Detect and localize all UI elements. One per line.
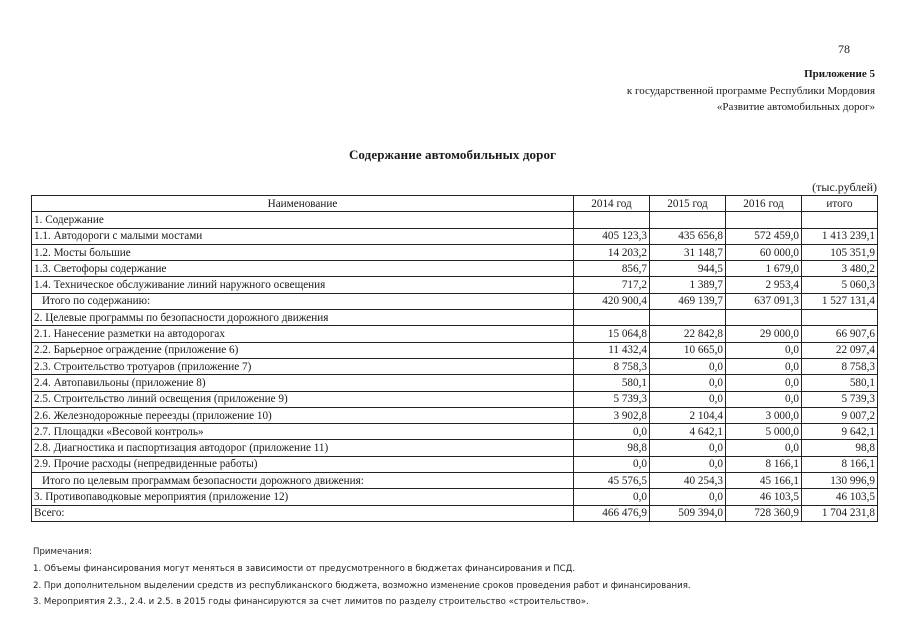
value-2016-cell: 0,0 <box>726 342 802 358</box>
value-2014-cell: 98,8 <box>574 440 650 456</box>
value-2016-cell: 45 166,1 <box>726 473 802 489</box>
total-cell: 9 642,1 <box>802 424 878 440</box>
total-cell: 66 907,6 <box>802 326 878 342</box>
total-cell: 46 103,5 <box>802 489 878 505</box>
value-2015-cell <box>650 310 726 326</box>
name-cell: 2.7. Площадки «Весовой контроль» <box>32 424 574 440</box>
name-cell: 2. Целевые программы по безопасности дорожного движения <box>32 310 574 326</box>
total-cell <box>802 310 878 326</box>
total-cell: 1 704 231,8 <box>802 505 878 521</box>
document-title: Содержание автомобильных дорог <box>348 147 557 162</box>
name-cell: 2.4. Автопавильоны (приложение 8) <box>32 375 574 391</box>
total-cell: 8 166,1 <box>802 456 878 472</box>
value-2016-cell: 2 953,4 <box>726 277 802 293</box>
value-2016-cell: 29 000,0 <box>726 326 802 342</box>
value-2015-cell: 0,0 <box>650 440 726 456</box>
value-2015-cell: 0,0 <box>650 456 726 472</box>
name-cell: 3. Противопаводковые мероприятия (приложение 12) <box>32 489 574 505</box>
table-body <box>32 212 878 522</box>
value-2016-cell: 0,0 <box>726 440 802 456</box>
table-row <box>32 326 878 342</box>
value-2015-cell <box>650 212 726 228</box>
name-cell: 1.4. Техническое обслуживание линий наружного освещения <box>32 277 574 293</box>
value-2015-cell: 10 665,0 <box>650 342 726 358</box>
page-number: 78 <box>838 42 850 56</box>
value-2014-cell: 0,0 <box>574 456 650 472</box>
value-2015-cell: 2 104,4 <box>650 407 726 423</box>
note-item: 1. Объемы финансирования могут меняться в зависимости от предусмотренного в бюджетах финансирования и ПСД. <box>33 563 576 574</box>
header-2015: 2015 год <box>650 196 726 212</box>
name-cell: 2.8. Диагностика и паспортизация автодорог (приложение 11) <box>32 440 574 456</box>
value-2015-cell: 944,5 <box>650 261 726 277</box>
value-2016-cell: 0,0 <box>726 391 802 407</box>
total-cell <box>802 212 878 228</box>
units-label: (тыс.рублей) <box>812 180 877 194</box>
total-cell: 3 480,2 <box>802 261 878 277</box>
total-cell: 1 413 239,1 <box>802 228 878 244</box>
appendix-program-name: «Развитие автомобильных дорог» <box>716 101 875 113</box>
value-2014-cell: 420 900,4 <box>574 293 650 309</box>
value-2015-cell: 0,0 <box>650 375 726 391</box>
value-2014-cell: 3 902,8 <box>574 407 650 423</box>
name-cell: 2.2. Барьерное ограждение (приложение 6) <box>32 342 574 358</box>
value-2016-cell <box>726 310 802 326</box>
value-2016-cell: 8 166,1 <box>726 456 802 472</box>
total-cell: 98,8 <box>802 440 878 456</box>
value-2016-cell: 572 459,0 <box>726 228 802 244</box>
value-2016-cell: 46 103,5 <box>726 489 802 505</box>
appendix-program: к государственной программе Республики Мордовия <box>626 84 875 97</box>
table-row <box>32 261 878 277</box>
value-2014-cell: 8 758,3 <box>574 358 650 374</box>
table-row <box>32 473 878 489</box>
table-row <box>32 342 878 358</box>
value-2016-cell: 1 679,0 <box>726 261 802 277</box>
table-row <box>32 358 878 374</box>
value-2014-cell: 405 123,3 <box>574 228 650 244</box>
value-2015-cell: 40 254,3 <box>650 473 726 489</box>
name-cell: 2.5. Строительство линий освещения (приложение 9) <box>32 391 574 407</box>
value-2014-cell: 466 476,9 <box>574 505 650 521</box>
table-row <box>32 228 878 244</box>
name-cell: 1. Содержание <box>32 212 574 228</box>
value-2015-cell: 0,0 <box>650 358 726 374</box>
value-2016-cell: 0,0 <box>726 358 802 374</box>
table-row <box>32 244 878 260</box>
value-2014-cell <box>574 212 650 228</box>
table-row <box>32 407 878 423</box>
table-row <box>32 391 878 407</box>
table-header-row <box>32 196 878 212</box>
value-2014-cell: 856,7 <box>574 261 650 277</box>
name-cell: Итого по содержанию: <box>32 293 574 309</box>
value-2015-cell: 0,0 <box>650 391 726 407</box>
table-row <box>32 310 878 326</box>
value-2014-cell: 5 739,3 <box>574 391 650 407</box>
value-2015-cell: 22 842,8 <box>650 326 726 342</box>
total-cell: 105 351,9 <box>802 244 878 260</box>
header-total: итого <box>802 196 878 212</box>
note-item: 3. Мероприятия 2.3., 2.4. и 2.5. в 2015 годы финансируются за счет лимитов по разделу строительство «строительство». <box>33 597 589 608</box>
value-2016-cell: 3 000,0 <box>726 407 802 423</box>
value-2015-cell: 469 139,7 <box>650 293 726 309</box>
table-row <box>32 505 878 521</box>
table-row <box>32 212 878 228</box>
value-2016-cell: 60 000,0 <box>726 244 802 260</box>
value-2015-cell: 509 394,0 <box>650 505 726 521</box>
name-cell: 1.3. Светофоры содержание <box>32 261 574 277</box>
note-item: 2. При дополнительном выделении средств из республиканского бюджета, возможно изменение сроков проведения работ и финансирования. <box>33 580 691 591</box>
header-2014: 2014 год <box>574 196 650 212</box>
value-2016-cell <box>726 212 802 228</box>
table-row <box>32 489 878 505</box>
table-row <box>32 375 878 391</box>
name-cell: 2.3. Строительство тротуаров (приложение 7) <box>32 358 574 374</box>
value-2014-cell: 717,2 <box>574 277 650 293</box>
value-2015-cell: 0,0 <box>650 489 726 505</box>
value-2015-cell: 31 148,7 <box>650 244 726 260</box>
value-2014-cell: 15 064,8 <box>574 326 650 342</box>
name-cell: Всего: <box>32 505 574 521</box>
total-cell: 130 996,9 <box>802 473 878 489</box>
table-row <box>32 456 878 472</box>
value-2016-cell: 637 091,3 <box>726 293 802 309</box>
value-2014-cell: 0,0 <box>574 424 650 440</box>
value-2015-cell: 4 642,1 <box>650 424 726 440</box>
value-2015-cell: 1 389,7 <box>650 277 726 293</box>
notes-heading: Примечания: <box>33 547 92 557</box>
total-cell: 9 007,2 <box>802 407 878 423</box>
name-cell: 2.6. Железнодорожные переезды (приложение 10) <box>32 407 574 423</box>
value-2016-cell: 0,0 <box>726 375 802 391</box>
value-2014-cell: 0,0 <box>574 489 650 505</box>
table-row <box>32 440 878 456</box>
header-2016: 2016 год <box>726 196 802 212</box>
value-2014-cell: 45 576,5 <box>574 473 650 489</box>
name-cell: Итого по целевым программам безопасности дорожного движения: <box>32 473 574 489</box>
name-cell: 1.1. Автодороги с малыми мостами <box>32 228 574 244</box>
total-cell: 580,1 <box>802 375 878 391</box>
header-name: Наименование <box>32 196 574 212</box>
name-cell: 2.9. Прочие расходы (непредвиденные работы) <box>32 456 574 472</box>
name-cell: 2.1. Нанесение разметки на автодорогах <box>32 326 574 342</box>
total-cell: 8 758,3 <box>802 358 878 374</box>
table-row <box>32 277 878 293</box>
budget-table <box>31 195 878 522</box>
value-2014-cell <box>574 310 650 326</box>
table-row <box>32 424 878 440</box>
total-cell: 22 097,4 <box>802 342 878 358</box>
total-cell: 1 527 131,4 <box>802 293 878 309</box>
value-2014-cell: 11 432,4 <box>574 342 650 358</box>
value-2015-cell: 435 656,8 <box>650 228 726 244</box>
total-cell: 5 739,3 <box>802 391 878 407</box>
appendix-block <box>627 66 875 116</box>
value-2014-cell: 580,1 <box>574 375 650 391</box>
notes-section <box>33 544 691 611</box>
name-cell: 1.2. Мосты большие <box>32 244 574 260</box>
value-2014-cell: 14 203,2 <box>574 244 650 260</box>
value-2016-cell: 728 360,9 <box>726 505 802 521</box>
value-2016-cell: 5 000,0 <box>726 424 802 440</box>
table-row <box>32 293 878 309</box>
total-cell: 5 060,3 <box>802 277 878 293</box>
appendix-label: Приложение 5 <box>804 68 875 80</box>
